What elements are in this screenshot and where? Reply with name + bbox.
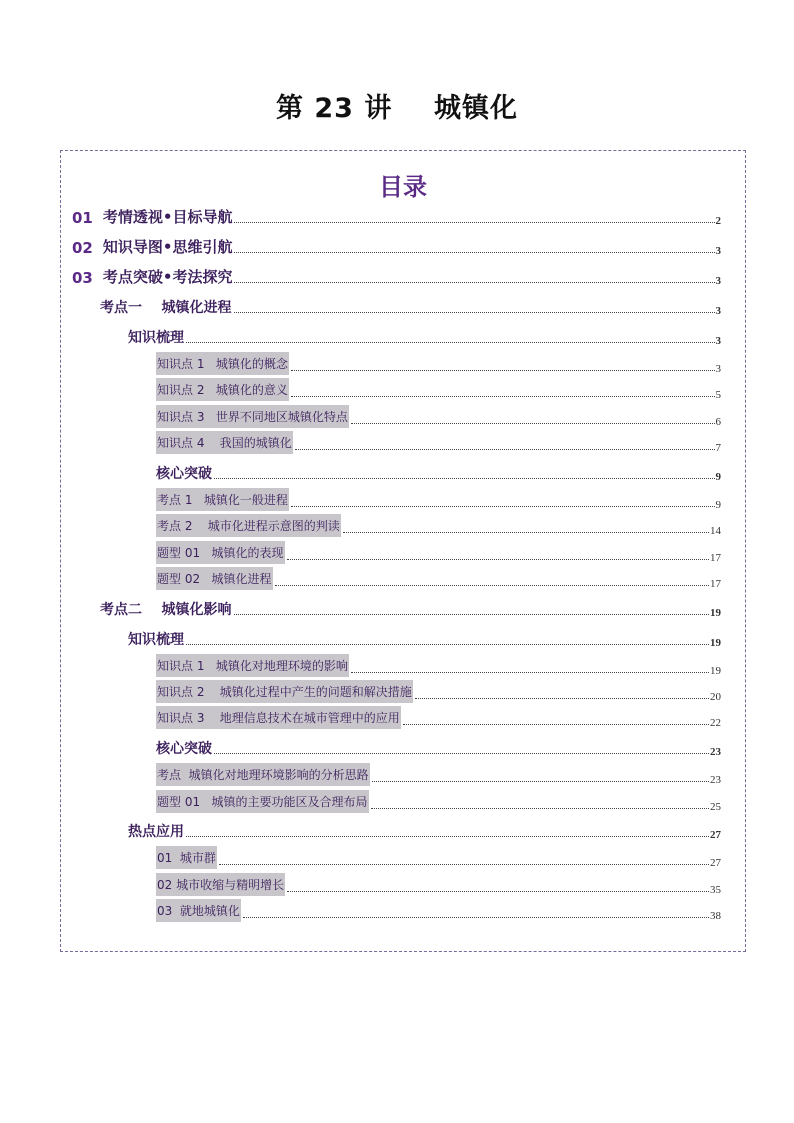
toc-entry-number: 03: [72, 269, 93, 287]
toc-entry-page: 27: [710, 857, 721, 869]
toc-entry-page: 27: [710, 829, 721, 841]
toc-entry[interactable]: [156, 408, 721, 428]
toc-entry-title: 知识点 3 地理信息技术在城市管理中的应用: [156, 706, 401, 729]
leader-dots: [219, 863, 709, 865]
toc-entry-title: 考点 1 城镇化一般进程: [156, 488, 289, 511]
toc-entry-page: 3: [715, 305, 721, 317]
leader-dots: [275, 584, 709, 586]
toc-entry[interactable]: [100, 599, 721, 619]
toc-entry-page: 17: [710, 578, 721, 590]
toc-entry-page: 19: [710, 665, 721, 677]
toc-entry-page: 3: [715, 275, 721, 287]
toc-entry-page: 7: [715, 442, 721, 454]
leader-dots: [186, 835, 709, 837]
toc-entry-title: 核心突破: [156, 741, 212, 757]
toc-entry-page: 3: [715, 335, 721, 347]
toc-entry[interactable]: [156, 381, 721, 401]
toc-entry-page: 23: [710, 746, 721, 758]
leader-dots: [234, 221, 714, 223]
toc-entry-title: 知识点 1 城镇化的概念: [156, 352, 289, 375]
toc-entry-title: 01 城市群: [156, 846, 217, 869]
toc-entry-page: 35: [710, 884, 721, 896]
toc-entry-title: 考点突破•考法探究: [102, 268, 233, 286]
toc-entry-title: 考点 2 城市化进程示意图的判读: [156, 514, 341, 537]
toc-entry-title: 知识点 4 我国的城镇化: [156, 431, 293, 454]
leader-dots: [287, 558, 709, 560]
toc-entry-page: 20: [710, 691, 721, 703]
toc-entry-title: 题型 01 城镇的主要功能区及合理布局: [156, 790, 369, 813]
toc-entry-title: 知识点 1 城镇化对地理环境的影响: [156, 654, 349, 677]
toc-entry[interactable]: [156, 355, 721, 375]
toc-heading: 目录: [379, 173, 427, 201]
toc-entry-page: 22: [710, 717, 721, 729]
toc-entry-page: 19: [710, 607, 721, 619]
leader-dots: [371, 807, 709, 809]
leader-dots: [372, 780, 709, 782]
leader-dots: [214, 477, 715, 479]
toc-entry-page: 3: [715, 245, 721, 257]
toc-entry[interactable]: [156, 683, 721, 703]
toc-entry-title: 考点二 城镇化影响: [100, 602, 232, 618]
leader-dots: [403, 723, 709, 725]
toc-entry[interactable]: [72, 207, 721, 227]
leader-dots: [214, 752, 709, 754]
leader-dots: [351, 671, 709, 673]
toc-entry-title: 核心突破: [156, 466, 212, 482]
toc-entry[interactable]: [128, 821, 721, 841]
toc-entry[interactable]: [156, 766, 721, 786]
toc-entry[interactable]: [156, 902, 721, 922]
toc-entry[interactable]: [156, 709, 721, 729]
toc-entry[interactable]: [156, 544, 721, 564]
toc-entry-page: 38: [710, 910, 721, 922]
toc-entry-title: 热点应用: [128, 824, 184, 840]
toc-entry-page: 6: [715, 416, 721, 428]
toc-entry-title: 知识点 3 世界不同地区城镇化特点: [156, 405, 349, 428]
toc-entry[interactable]: [156, 657, 721, 677]
toc-entry-number: 02: [72, 239, 93, 257]
toc-entry-page: 2: [715, 215, 721, 227]
toc-entry-title: 题型 02 城镇化进程: [156, 567, 273, 590]
toc-entry[interactable]: [156, 849, 721, 869]
toc-entry[interactable]: [156, 793, 721, 813]
toc-entry[interactable]: [156, 491, 721, 511]
toc-entry[interactable]: [128, 327, 721, 347]
leader-dots: [351, 422, 715, 424]
toc-entry[interactable]: [128, 629, 721, 649]
toc-entry[interactable]: [156, 434, 721, 454]
toc-entry[interactable]: [100, 297, 721, 317]
leader-dots: [186, 643, 709, 645]
toc-entry-title: 知识梳理: [128, 330, 184, 346]
leader-dots: [234, 613, 710, 615]
toc-entry-page: 17: [710, 552, 721, 564]
toc-entry[interactable]: [72, 267, 721, 287]
toc-entry[interactable]: [72, 237, 721, 257]
leader-dots: [287, 890, 709, 892]
leader-dots: [234, 311, 715, 313]
toc-entry-page: 25: [710, 801, 721, 813]
toc-entry-title: 03 就地城镇化: [156, 899, 241, 922]
table-of-contents: [60, 150, 746, 952]
leader-dots: [291, 395, 715, 397]
leader-dots: [243, 916, 709, 918]
toc-entry-title: 考情透视•目标导航: [102, 208, 233, 226]
leader-dots: [234, 281, 714, 283]
toc-entry-page: 5: [715, 389, 721, 401]
leader-dots: [291, 369, 715, 371]
toc-entry[interactable]: [156, 463, 721, 483]
toc-entry-page: 9: [715, 499, 721, 511]
toc-entry-title: 知识梳理: [128, 632, 184, 648]
toc-entry-title: 知识点 2 城镇化过程中产生的问题和解决措施: [156, 680, 413, 703]
toc-entry-title: 知识点 2 城镇化的意义: [156, 378, 289, 401]
toc-entry-title: 考点一 城镇化进程: [100, 300, 232, 316]
toc-entry[interactable]: [156, 738, 721, 758]
toc-entry-page: 23: [710, 774, 721, 786]
leader-dots: [291, 505, 715, 507]
toc-entry-page: 3: [715, 363, 721, 375]
toc-entry-title: 02 城市收缩与精明增长: [156, 873, 285, 896]
toc-entry-title: 知识导图•思维引航: [102, 238, 233, 256]
page-title: 第 23 讲 城镇化: [276, 93, 518, 124]
toc-entry-page: 9: [715, 471, 721, 483]
toc-entry[interactable]: [156, 517, 721, 537]
toc-entry-number: 01: [72, 209, 93, 227]
toc-entry[interactable]: [156, 876, 721, 896]
leader-dots: [186, 341, 715, 343]
leader-dots: [415, 697, 709, 699]
toc-entry-title: 考点 城镇化对地理环境影响的分析思路: [156, 763, 370, 786]
leader-dots: [343, 531, 709, 533]
leader-dots: [295, 448, 715, 450]
toc-entry-page: 19: [710, 637, 721, 649]
leader-dots: [234, 251, 714, 253]
toc-entry-page: 14: [710, 525, 721, 537]
toc-entry-title: 题型 01 城镇化的表现: [156, 541, 285, 564]
toc-entry[interactable]: [156, 570, 721, 590]
